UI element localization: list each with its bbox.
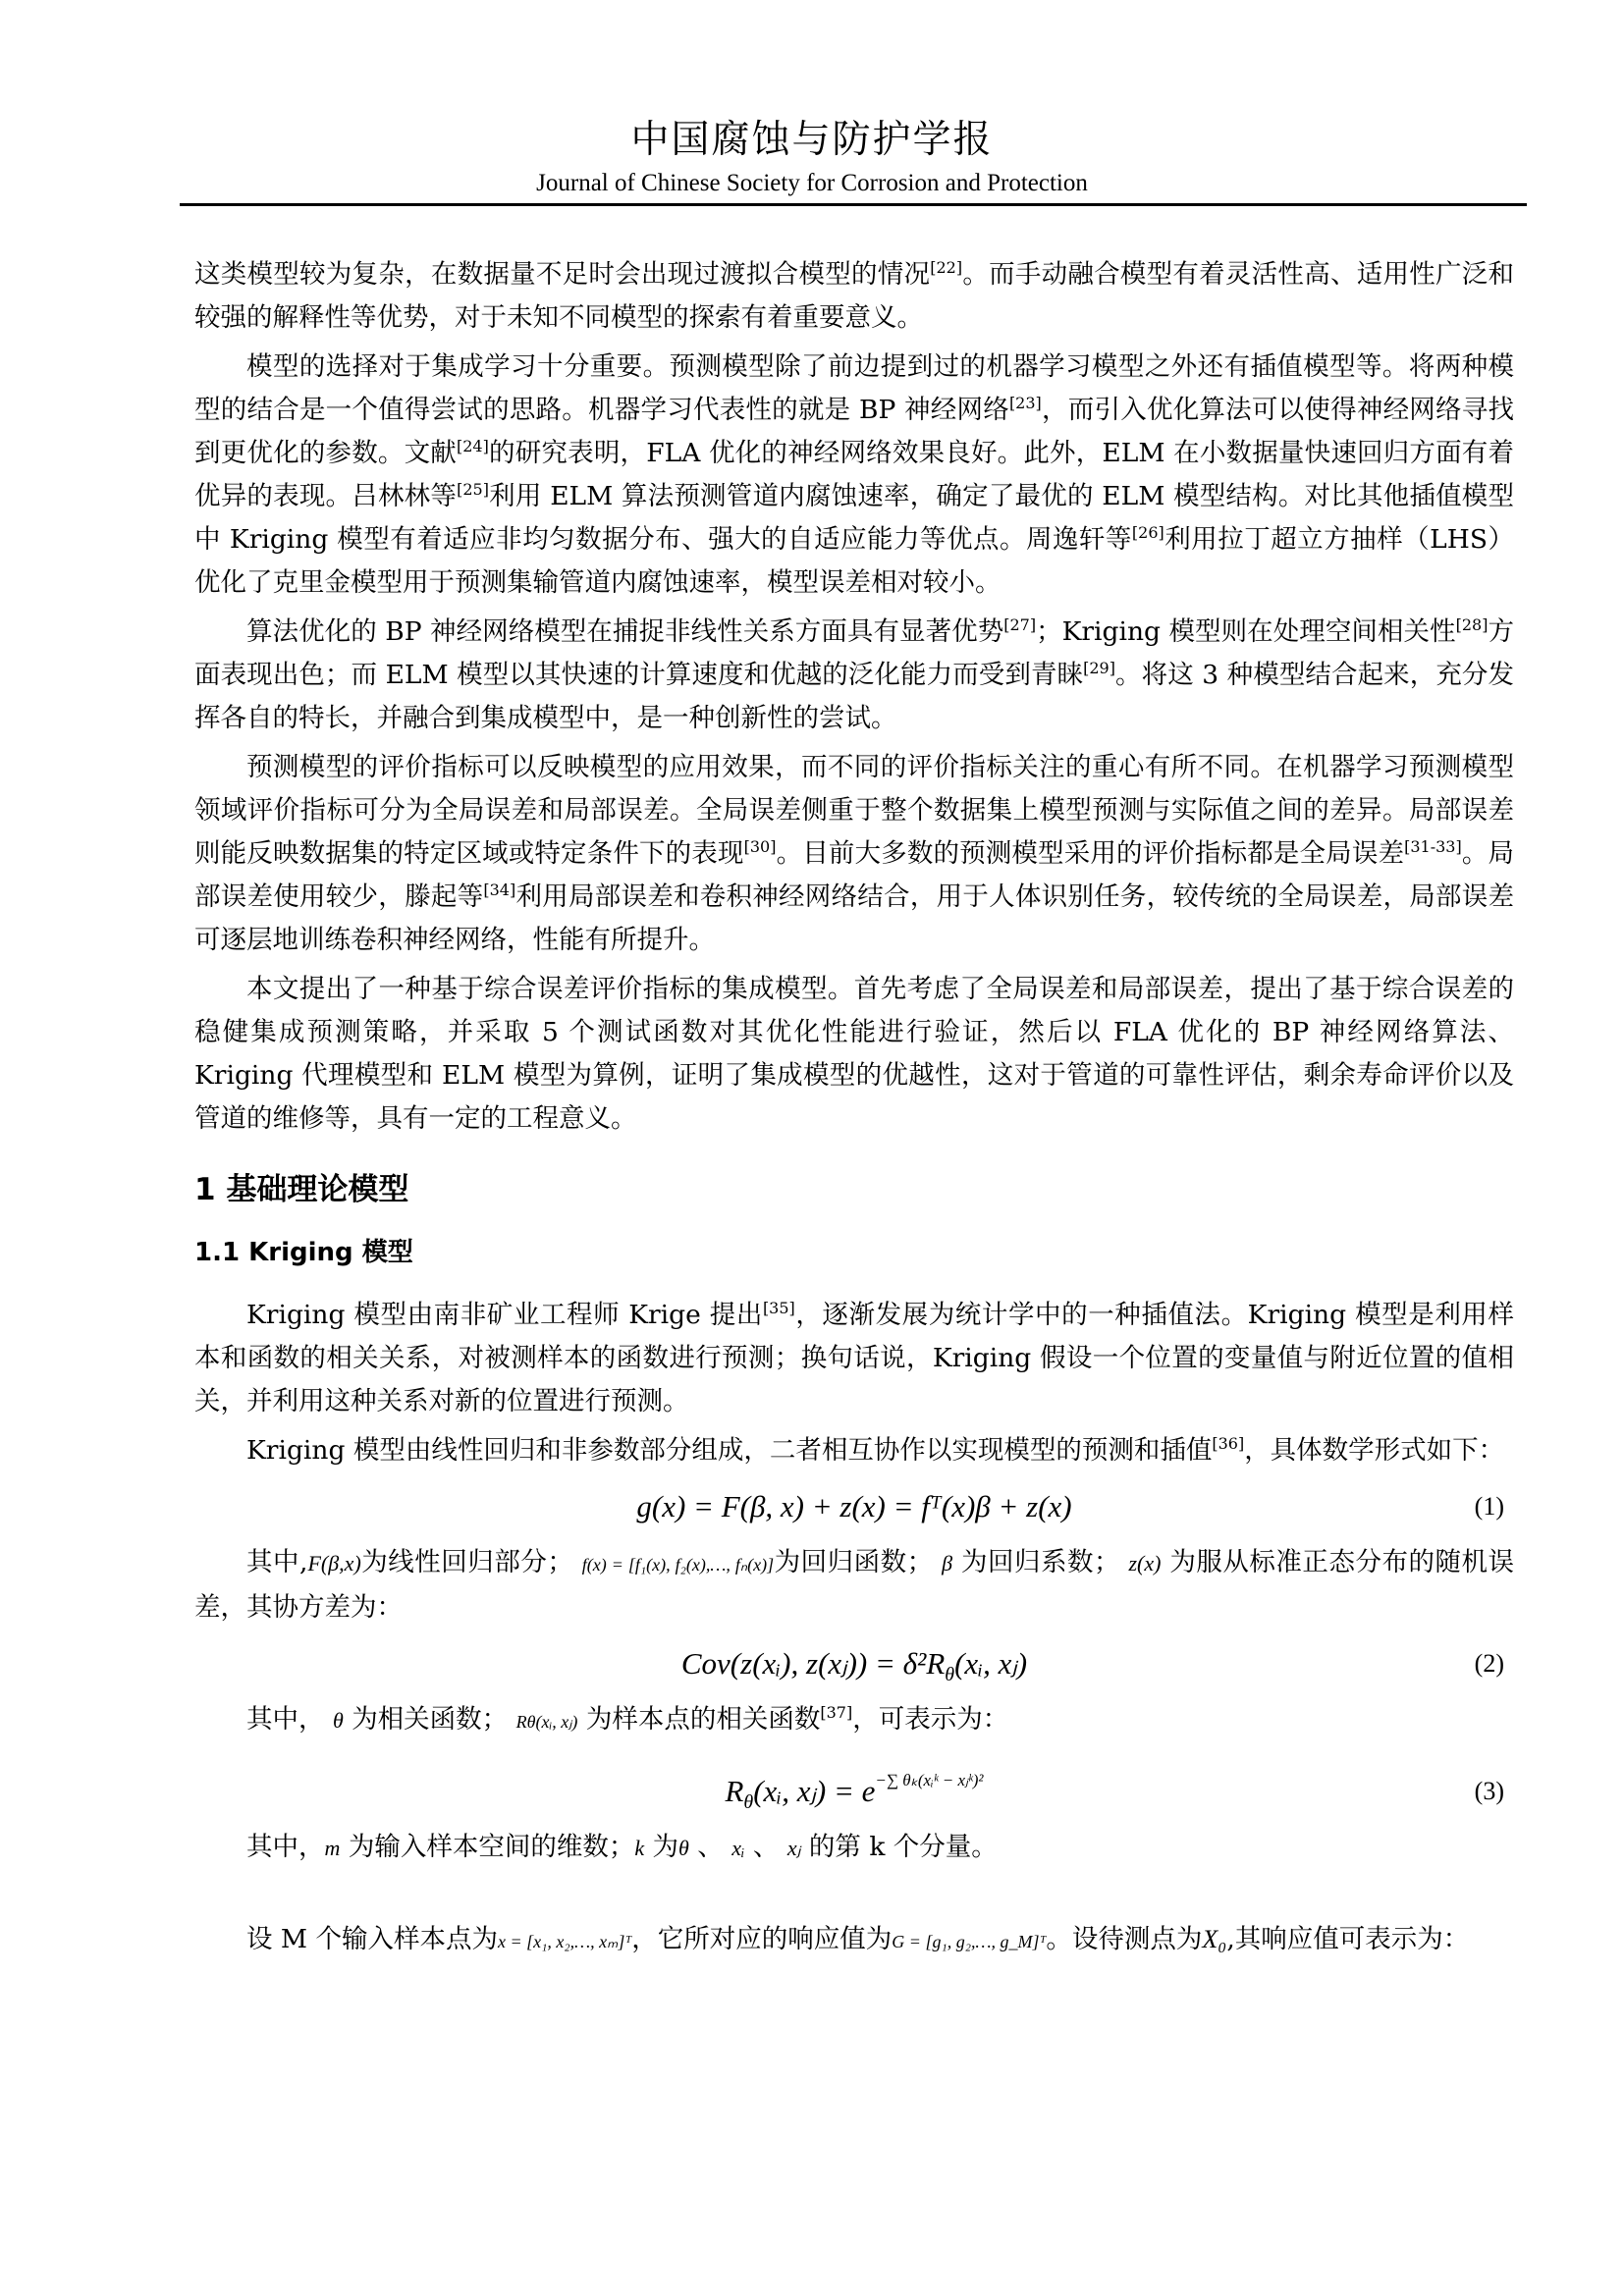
inline-math: x = [x₁, x₂,…, xₘ]ᵀ (497, 1932, 632, 1951)
paragraph-6 (194, 1294, 1514, 1423)
text: 为回归系数； (960, 1547, 1120, 1577)
text: ，可表示为： (852, 1704, 1009, 1735)
text: 为样本点的相关函数 (585, 1704, 821, 1735)
paragraph-5 (194, 968, 1514, 1141)
equation-number: (2) (1474, 1649, 1504, 1678)
text: 。设待测点为 (1046, 1924, 1203, 1954)
text: 。目前大多数的预测模型采用的评价指标都是全局误差 (776, 838, 1405, 869)
text: 为服从标准正态分布的随机误差，其协方差为： (194, 1547, 1514, 1623)
paragraph-1 (194, 253, 1514, 340)
citation: [22] (930, 258, 963, 277)
inline-math: xⱼ (786, 1836, 801, 1860)
inline-math: X₀ (1202, 1925, 1227, 1953)
equation-subscript: θ (743, 1791, 754, 1814)
citation: [23] (1008, 394, 1042, 412)
text: 其中， (246, 1704, 325, 1735)
citation: [37] (820, 1703, 853, 1722)
text: 其中, (246, 1547, 308, 1577)
text: 。而手动融合模型有着灵活性高、适用性广泛和较强的解释性等优势，对于未知不同模型的探索有着重要意义。 (194, 259, 1515, 333)
inline-math: f(x) = [f₁(x), f₂(x),…, fₙ(x)] (581, 1555, 775, 1575)
equation-part: R (725, 1774, 744, 1808)
text: 。将这 3 种模型结合起来，充分发挥各自的特长，并融合到集成模型中，是一种创新性的尝试。 (194, 660, 1514, 733)
inline-math: F(β,x) (307, 1551, 361, 1575)
text: 为输入样本空间的维数； (348, 1832, 635, 1862)
citation: [26] (1131, 523, 1164, 542)
text: 的研究表明，FLA 优化的神经网络效果良好。此外，ELM 在小数据量快速回归方面有着优异的表现。吕林林等 (194, 438, 1515, 511)
section-heading-1: 1 基础理论模型 (194, 1172, 409, 1207)
text: 算法优化的 BP 神经网络模型在捕捉非线性关系方面具有显著优势 (246, 616, 1004, 647)
journal-title-en: Journal of Chinese Society for Corrosion and Protection (536, 170, 1088, 196)
text: ，具体数学形式如下： (1244, 1435, 1505, 1466)
paragraph-7 (194, 1429, 1514, 1472)
text: ；Kriging 模型则在处理空间相关性 (1036, 616, 1456, 647)
citation: [36] (1212, 1434, 1245, 1453)
inline-math: G = [g₁, g₂,…, g_M]ᵀ (892, 1932, 1047, 1951)
text: 利用局部误差和卷积神经网络结合，用于人体识别任务，较传统的全局误差，局部误差可逐层地训练卷积神经网络，性能有所提升。 (194, 881, 1515, 955)
text: 本文提出了一种基于综合误差评价指标的集成模型。首先考虑了全局误差和局部误差，提出了基于综合误差的稳健集成预测策略，并采取 5 个测试函数对其优化性能进行验证，然后以 FLA 优化的 BP 神经网络算法、Kriging 代理模型和 ELM 模型为算例，证明了集成模型的优越性，这对于管道的可靠性评估，剩余寿命评价以及管道的维修等，具有一定的工程意义。 (194, 974, 1514, 1134)
text: Kriging 模型由线性回归和非参数部分组成，二者相互协作以实现模型的预测和插值 (246, 1435, 1213, 1466)
inline-math: θ (678, 1836, 689, 1860)
text: 方面表现出色；而 ELM 模型以其快速的计算速度和优越的泛化能力而受到青睐 (194, 616, 1514, 690)
text: 利用 ELM 算法预测管道内腐蚀速率，确定了最优的 ELM 模型结构。对比其他插值模型中 Kriging 模型有着适应非均匀数据分布、强大的自适应能力等优点。周逸轩等 (194, 481, 1514, 555)
equation-2 (194, 1633, 1514, 1694)
citation: [25] (457, 480, 489, 499)
equation-expression (680, 1646, 1028, 1686)
inline-math: k (634, 1836, 645, 1860)
text: 设 M 个输入样本点为 (246, 1924, 498, 1954)
paragraph-2 (194, 346, 1514, 605)
inline-math: β (942, 1551, 953, 1575)
text: Kriging 模型由南非矿业工程师 Krige 提出 (246, 1300, 763, 1330)
paragraph-10 (194, 1826, 1514, 1870)
header-rule (180, 203, 1527, 206)
text: 为线性回归部分； (360, 1547, 573, 1577)
paragraph-3 (194, 611, 1514, 740)
citation: [35] (762, 1299, 795, 1317)
text: 利用拉丁超立方抽样（LHS）优化了克里金模型用于预测集输管道内腐蚀速率，模型误差相对较小。 (194, 524, 1514, 598)
inline-math: m (324, 1836, 341, 1860)
paragraph-4 (194, 746, 1514, 962)
paragraph-11 (194, 1909, 1514, 1972)
citation: [30] (743, 837, 777, 856)
equation-number: (3) (1474, 1777, 1504, 1805)
equation-3 (194, 1747, 1514, 1822)
equation-exponent: −∑ θₖ(xᵢᵏ − xⱼᵏ)² (875, 1771, 984, 1789)
text: 为 (652, 1832, 679, 1862)
text: ,其响应值可表示为： (1226, 1924, 1470, 1954)
text: ，逐渐发展为统计学中的一种插值法。Kriging 模型是利用样本和函数的相关关系，对被测样本的函数进行预测；换句话说，Kriging 假设一个位置的变量值与附近位置的值相关，并利用这种关系对新的位置进行预测。 (194, 1300, 1514, 1416)
citation: [31-33] (1404, 837, 1462, 856)
equation-expression (725, 1771, 984, 1814)
equation-expression: g(x) = F(β, x) + z(x) = fᵀ(x)β + z(x) (636, 1489, 1072, 1523)
text: 模型的选择对于集成学习十分重要。预测模型除了前边提到过的机器学习模型之外还有插值模型等。将两种模型的结合是一个值得尝试的思路。机器学习代表性的就是 BP 神经网络 (194, 351, 1514, 425)
citation: [28] (1455, 615, 1489, 634)
equation-part: (xᵢ, xⱼ) = e (753, 1774, 876, 1808)
equation-part: (xᵢ, xⱼ) (954, 1646, 1028, 1681)
citation: [29] (1083, 659, 1115, 677)
journal-title-cn: 中国腐蚀与防护学报 (630, 118, 994, 162)
text: 这类模型较为复杂，在数据量不足时会出现过渡拟合模型的情况 (194, 259, 931, 290)
equation-subscript: θ (945, 1664, 955, 1686)
equation-part: Cov(z(xᵢ), z(xⱼ)) = δ²R (680, 1646, 946, 1681)
inline-math: xᵢ (731, 1836, 745, 1860)
equation-number: (1) (1474, 1492, 1504, 1521)
citation: [27] (1003, 615, 1037, 634)
text: 的第 k 个分量。 (808, 1832, 998, 1862)
inline-math: z(x) (1128, 1551, 1162, 1575)
section-heading-1-1: 1.1 Kriging 模型 (194, 1238, 413, 1267)
text: 其中， (246, 1832, 325, 1862)
paragraph-9 (194, 1698, 1514, 1743)
text: ，而引入优化算法可以使得神经网络寻找到更优化的参数。文献 (194, 395, 1515, 468)
equation-1 (194, 1476, 1514, 1537)
paragraph-8 (194, 1541, 1514, 1629)
text: 、 (752, 1832, 780, 1862)
text: ，它所对应的响应值为 (631, 1924, 893, 1954)
citation: [24] (456, 437, 489, 455)
text: 预测模型的评价指标可以反映模型的应用效果，而不同的评价指标关注的重心有所不同。在机器学习预测模型领域评价指标可分为全局误差和局部误差。全局误差侧重于整个数据集上模型预测与实际值之间的差异。局部误差则能反映数据集的特定区域或特定条件下的表现 (194, 752, 1514, 869)
citation: [34] (483, 881, 516, 899)
article-body (194, 253, 1514, 1972)
text: 、 (697, 1832, 724, 1862)
text: 为相关函数； (352, 1704, 509, 1735)
page-header (0, 116, 1624, 200)
text: 。局部误差使用较少，滕起等 (194, 838, 1515, 912)
inline-math: θ (332, 1708, 344, 1733)
text: 为回归函数； (774, 1547, 934, 1577)
inline-math: Rθ(xᵢ, xⱼ) (515, 1712, 578, 1732)
